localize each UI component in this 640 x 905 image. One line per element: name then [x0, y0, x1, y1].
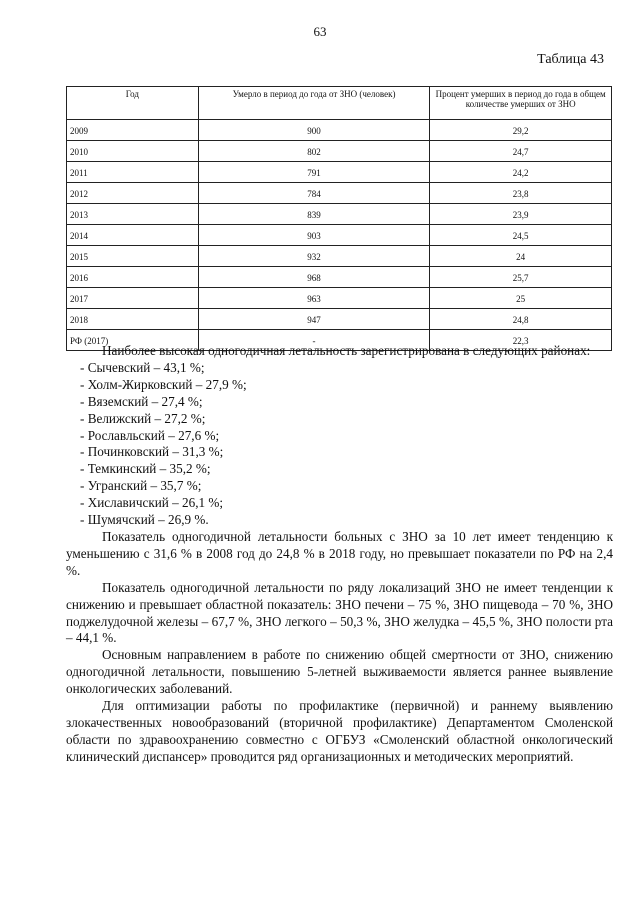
cell-year: 2009: [67, 120, 199, 141]
cell-year: 2013: [67, 204, 199, 225]
mortality-table: [66, 86, 612, 351]
cell-percent: 22,3: [430, 330, 612, 351]
table-row: [67, 225, 612, 246]
table-row: [67, 162, 612, 183]
cell-deaths: 963: [198, 288, 430, 309]
list-item: - Угранский – 35,7 %;: [80, 478, 202, 494]
cell-percent: 29,2: [430, 120, 612, 141]
list-item: - Сычевский – 43,1 %;: [80, 359, 205, 375]
table-row: [67, 246, 612, 267]
paragraph-main-direction: Основным направлением в работе по снижению общей смертности от ЗНО, снижению одногодичной летальности, повышению 5-летней выживаемости является раннее выявление онкологических заболеваний.: [66, 647, 613, 697]
cell-deaths: 903: [198, 225, 430, 246]
table-row: [67, 141, 612, 162]
cell-percent: 24,8: [430, 309, 612, 330]
paragraph-localizations: Показатель одногодичной летальности по ряду локализаций ЗНО не имеет тенденции к снижению и превышает областной показатель: ЗНО печени – 75 %, ЗНО пищевода – 70 %, ЗНО поджелудочной железы – 67,7 %, ЗНО легкого – 50,3 %, ЗНО желудка – 45,5 %, ЗНО полости рта – 44,1 %.: [66, 579, 613, 646]
cell-percent: 24,7: [430, 141, 612, 162]
table-caption: Таблица 43: [537, 52, 604, 67]
cell-deaths: 784: [198, 183, 430, 204]
page-number: 63: [313, 24, 327, 39]
cell-deaths: 947: [198, 309, 430, 330]
table-header-row: [67, 87, 612, 120]
table-row: [67, 120, 612, 141]
district-list: [66, 360, 613, 529]
cell-deaths: 839: [198, 204, 430, 225]
header-percent: Процент умерших в период до года в общем количестве умерших от ЗНО: [430, 87, 612, 120]
table-row: [67, 288, 612, 309]
list-item: - Хиславичский – 26,1 %;: [80, 495, 224, 511]
cell-percent: 24,2: [430, 162, 612, 183]
table-row: [67, 204, 612, 225]
list-item: - Шумячский – 26,9 %.: [80, 512, 209, 528]
cell-percent: 23,8: [430, 183, 612, 204]
cell-deaths: 802: [198, 141, 430, 162]
cell-year: РФ (2017): [67, 330, 199, 351]
cell-year: 2014: [67, 225, 199, 246]
cell-year: 2015: [67, 246, 199, 267]
paragraph-prevention: Для оптимизации работы по профилактике (первичной) и раннему выявлению злокачественных новообразований (вторичной профилактике) Департаментом Смоленской области по здравоохранению совместно с ОГБУЗ «Смоленский областной онкологический клинический диспансер» проводится ряд организационных и методических мероприятий.: [66, 698, 613, 764]
cell-deaths: -: [198, 330, 430, 351]
cell-deaths: 968: [198, 267, 430, 288]
cell-percent: 23,9: [430, 204, 612, 225]
cell-deaths: 900: [198, 120, 430, 141]
cell-year: 2017: [67, 288, 199, 309]
list-item: - Рославльский – 27,6 %;: [80, 427, 220, 443]
header-year: Год: [67, 87, 199, 120]
cell-percent: 24: [430, 246, 612, 267]
cell-deaths: 791: [198, 162, 430, 183]
cell-percent: 24,5: [430, 225, 612, 246]
cell-year: 2011: [67, 162, 199, 183]
body-text: [66, 343, 613, 766]
list-item: - Темкинский – 35,2 %;: [80, 461, 211, 477]
cell-percent: 25: [430, 288, 612, 309]
cell-year: 2018: [67, 309, 199, 330]
list-item: - Холм-Жирковский – 27,9 %;: [80, 376, 247, 392]
intro-paragraph: Наиболее высокая одногодичная летальность зарегистрирована в следующих районах:: [102, 343, 591, 358]
header-deaths: Умерло в период до года от ЗНО (человек): [198, 87, 430, 120]
list-item: - Починковский – 31,3 %;: [80, 444, 224, 460]
table-row: [67, 267, 612, 288]
cell-year: 2016: [67, 267, 199, 288]
cell-year: 2012: [67, 183, 199, 204]
cell-year: 2010: [67, 141, 199, 162]
list-item: - Вяземский – 27,4 %;: [80, 393, 203, 409]
table-row: [67, 183, 612, 204]
cell-percent: 25,7: [430, 267, 612, 288]
cell-deaths: 932: [198, 246, 430, 267]
table-row: [67, 309, 612, 330]
paragraph-trend: Показатель одногодичной летальности больных с ЗНО за 10 лет имеет тенденцию к уменьшению с 31,6 % в 2008 год до 24,8 % в 2018 году, но превышает показатели по РФ на 2,4 %.: [66, 528, 613, 578]
list-item: - Велижский – 27,2 %;: [80, 410, 206, 426]
